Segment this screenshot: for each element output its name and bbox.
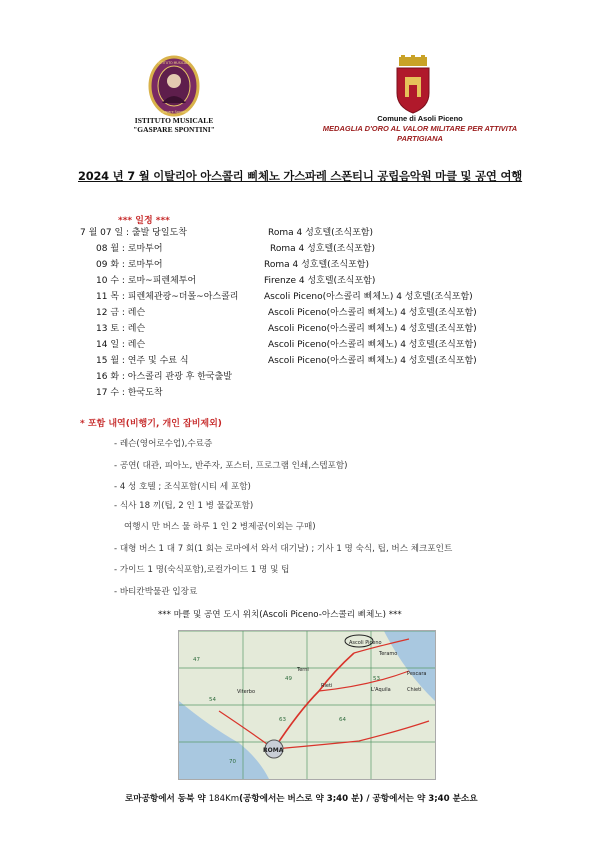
travel-note-part1: 로마공항에서 동북 약 (125, 794, 209, 804)
city-caption-line1: Comune di Asoli Piceno (377, 114, 463, 123)
schedule-date: 15 월 : 연주 및 수료 식 (96, 356, 189, 366)
inclusion-item: 여행시 만 버스 물 하루 1 인 2 병제공(이외는 구매) (124, 522, 316, 532)
inclusion-item: - 레슨(영어로수업),수료증 (114, 439, 213, 449)
schedule-date: 14 일 : 레슨 (96, 340, 146, 350)
inclusion-item: - 공연( 대관, 피아노, 반주자, 포스터, 프로그램 인쇄,스텝포함) (114, 461, 348, 471)
map-label-roma: ROMA (263, 747, 284, 754)
inclusion-item: - 4 성 호텔 ; 조식포함(시티 세 포함) (114, 482, 251, 492)
institute-seal-logo (148, 55, 200, 117)
schedule-hotel: Ascoli Piceno(아스콜리 삐체노) 4 성호텔(조식포함) (264, 292, 473, 302)
institute-caption (118, 116, 230, 134)
institute-caption-line2: "GASPARE SPONTINI" (133, 125, 215, 134)
inclusion-item: - 식사 18 끼(팁, 2 인 1 병 물값포함) (114, 501, 254, 511)
schedule-row (96, 387, 556, 399)
map-graphic (179, 631, 435, 779)
inclusion-item: - 바티칸박물관 입장료 (114, 587, 198, 597)
schedule-row (96, 243, 556, 255)
schedule-date: 12 금 : 레슨 (96, 308, 146, 318)
map-label-rieti: Rieti (321, 683, 333, 689)
schedule-hotel: Ascoli Piceno(아스콜리 삐체노) 4 성호텔(조식포함) (268, 308, 477, 318)
map-label-ascoli: Ascoli Piceno (349, 640, 382, 646)
schedule-date: 11 목 : 피렌체관광~더몰~아스콜리 (96, 292, 239, 302)
city-caption (300, 114, 540, 144)
map-label-chieti: Chieti (407, 687, 422, 693)
map-label-terni: Terni (297, 667, 309, 673)
map-grid-number: 70 (229, 759, 236, 765)
schedule-date: 17 수 : 한국도착 (96, 388, 163, 398)
schedule-row (96, 291, 556, 303)
schedule-row (96, 355, 556, 367)
schedule-date: 7 월 07 일 : 출발 당일도착 (80, 228, 187, 238)
travel-note-part2: (공항에서는 버스로 약 3;40 분) / 공항에서는 약 3;40 분소요 (239, 794, 478, 804)
schedule-row (96, 339, 556, 351)
schedule-date: 16 화 : 아스콜리 관광 후 한국출발 (96, 372, 232, 382)
schedule-hotel: Roma 4 성호텔(조식포함) (264, 260, 369, 270)
schedule-hotel: Ascoli Piceno(아스콜리 삐체노) 4 성호텔(조식포함) (268, 340, 477, 350)
schedule-date: 10 수 : 로마~피렌체투어 (96, 276, 197, 286)
map-grid-number: 47 (193, 657, 200, 663)
map-grid-number: 49 (285, 676, 292, 682)
schedule-date: 13 토 : 레슨 (96, 324, 146, 334)
schedule-row (96, 307, 556, 319)
map-grid-number: 53 (373, 676, 380, 682)
schedule-row (96, 323, 556, 335)
map-caption: *** 마클 및 공연 도시 위치(Ascoli Piceno-아스콜리 삐체노) *** (158, 610, 402, 620)
institute-caption-line1: ISTITUTO MUSICALE (134, 116, 214, 125)
map-label-aquila: L'Aquila (371, 687, 391, 693)
schedule-date: 09 화 : 로마투어 (96, 260, 163, 270)
region-map (178, 630, 436, 780)
schedule-hotel: Firenze 4 성호텔(조식포함) (264, 276, 376, 286)
schedule-hotel: Roma 4 성호텔(조식포함) (268, 228, 373, 238)
map-label-viterbo: Viterbo (237, 689, 256, 695)
schedule-row (96, 371, 556, 383)
schedule-heading: *** 일정 *** (118, 216, 170, 226)
seal-text: ISTITUTO MUSICALE (158, 61, 190, 65)
city-caption-line2: MEDAGLIA D'ORO AL VALOR MILITARE PER ATTIVITA PARTIGIANA (322, 124, 518, 143)
schedule-row (96, 259, 556, 271)
schedule-row (96, 275, 556, 287)
schedule-row (80, 227, 540, 239)
schedule-date: 08 월 : 로마투어 (96, 244, 163, 254)
map-label-pescara: Pescara (407, 671, 427, 677)
inclusions-heading: * 포함 내역(비행기, 개인 잡비제외) (80, 419, 222, 429)
map-grid-number: 54 (209, 697, 216, 703)
map-label-teramo: Teramo (379, 651, 398, 657)
seal-subtext: Gaspare Spontini (160, 110, 188, 114)
schedule-hotel: Ascoli Piceno(아스콜리 삐체노) 4 성호텔(조식포함) (268, 356, 477, 366)
inclusion-item: - 대형 버스 1 대 7 회(1 회는 로마에서 와서 대기날) ; 기사 1 명 숙식, 팁, 버스 체크포인트 (114, 544, 453, 554)
travel-time-note (125, 792, 478, 804)
inclusion-item: - 가이드 1 명(숙식포함),로컬가이드 1 명 및 팁 (114, 565, 290, 575)
schedule-hotel: Ascoli Piceno(아스콜리 삐체노) 4 성호텔(조식포함) (268, 324, 477, 334)
schedule-hotel: Roma 4 성호텔(조식포함) (270, 244, 375, 254)
travel-distance: 184Km (208, 794, 240, 804)
map-grid-number: 64 (339, 717, 346, 723)
map-grid-number: 63 (279, 717, 286, 723)
city-crest-logo (393, 55, 433, 115)
document-title: 2024 년 7 월 이탈리아 아스콜리 삐체노 가스파레 스폰티니 공립음악원 마클 및 공연 여행 (78, 169, 523, 183)
